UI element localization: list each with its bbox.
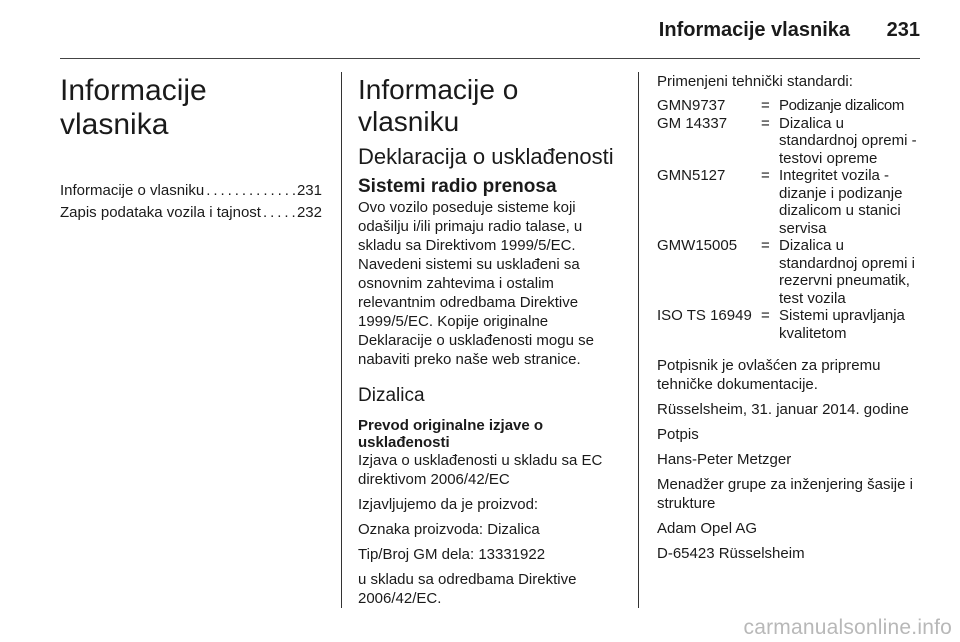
standard-row <box>657 115 920 168</box>
standard-code: GMW15005 <box>657 237 738 254</box>
header-title: Informacije vlasnika <box>658 19 850 41</box>
column-divider-left <box>341 72 342 608</box>
company-address: D-65423 Rüsselsheim <box>657 545 805 562</box>
page-number: 231 <box>886 19 920 41</box>
signature-label: Potpis <box>657 426 699 443</box>
standards-intro: Primenjeni tehnički standardi: <box>657 73 853 90</box>
declare-paragraph: Izjavljujemo da je proizvod: <box>358 496 539 513</box>
standard-description: Podizanje dizalicom <box>779 97 904 114</box>
standard-equals: = <box>761 167 770 184</box>
radio-heading: Sistemi radio prenosa <box>358 176 557 197</box>
watermark-text: carmanualsonline.info <box>743 616 952 639</box>
radio-paragraph: Ovo vozilo poseduje sisteme koji odašilju i/ili primaju radio talase, u skladu sa Direktivom 1999/5/EC. Navedeni sistemi su usklađeni sa osnovnim zahtevima i ostalim relevantnim odredbama Direktive 1999/5/EC. Kopije originalne Deklaracije o usklađenosti mogu se nabaviti preko naše web stranice. <box>358 199 594 368</box>
standard-row <box>657 167 920 237</box>
standard-code: GM 14337 <box>657 114 728 132</box>
standard-description: Sistemi upravljanja kvalitetom <box>779 307 905 342</box>
standard-code: ISO TS 16949 <box>657 307 752 324</box>
toc-entry[interactable] <box>60 180 322 202</box>
standard-row <box>657 237 920 307</box>
toc-entry[interactable] <box>60 202 322 224</box>
jack-heading: Dizalica <box>358 385 425 406</box>
standard-code: GMN5127 <box>657 167 726 184</box>
column-divider-right <box>638 72 639 608</box>
standard-description: Dizalica u standardnoj opremi - testovi opreme <box>779 114 917 167</box>
standards-table <box>657 97 920 342</box>
signer-role: Menadžer grupe za inženjering šasije i strukture <box>657 476 913 512</box>
standard-code: GMN9737 <box>657 97 726 114</box>
standard-equals: = <box>761 237 770 254</box>
standard-description: Integritet vozila - dizanje i podizanje dizalicom u stanici servisa <box>779 167 903 237</box>
toc-entry-label: Zapis podataka vozila i tajnost <box>60 204 261 221</box>
page-header <box>60 18 920 59</box>
signatory-paragraph: Potpisnik je ovlašćen za pripremu tehničke dokumentacije. <box>657 357 881 393</box>
subsection-heading: Deklaracija o usklađenosti <box>358 144 614 169</box>
section-heading: Informacije o vlasniku <box>358 74 519 137</box>
product-label-paragraph: Oznaka proizvoda: Dizalica <box>358 521 540 538</box>
directive-paragraph: u skladu sa odredbama Direktive 2006/42/EC. <box>358 571 577 607</box>
translation-heading: Prevod originalne izjave o usklađenosti <box>358 417 544 451</box>
column-standards <box>657 72 920 569</box>
standard-row <box>657 97 920 115</box>
toc-leader-dots <box>263 202 295 224</box>
standard-description: Dizalica u standardnoj opremi i rezervni pneumatik, test vozila <box>779 237 915 307</box>
declaration-paragraph: Izjava o usklađenosti u skladu sa EC direktivom 2006/42/EC <box>358 452 603 488</box>
company-name: Adam Opel AG <box>657 520 758 537</box>
column-toc <box>60 72 322 224</box>
signer-name: Hans-Peter Metzger <box>657 451 792 468</box>
column-declaration <box>358 72 624 608</box>
standard-equals: = <box>761 114 770 132</box>
date-paragraph: Rüsselsheim, 31. januar 2014. godine <box>657 401 909 418</box>
toc-entry-page: 231 <box>296 182 322 199</box>
toc-leader-dots <box>206 180 295 202</box>
toc-entry-page: 232 <box>296 204 322 221</box>
standard-equals: = <box>761 307 770 324</box>
standard-equals: = <box>761 97 770 114</box>
part-number-paragraph: Tip/Broj GM dela: 13331922 <box>358 546 546 563</box>
toc-entry-label: Informacije o vlasniku <box>60 182 205 199</box>
chapter-title: Informacije vlasnika <box>60 74 207 141</box>
standard-row <box>657 307 920 342</box>
